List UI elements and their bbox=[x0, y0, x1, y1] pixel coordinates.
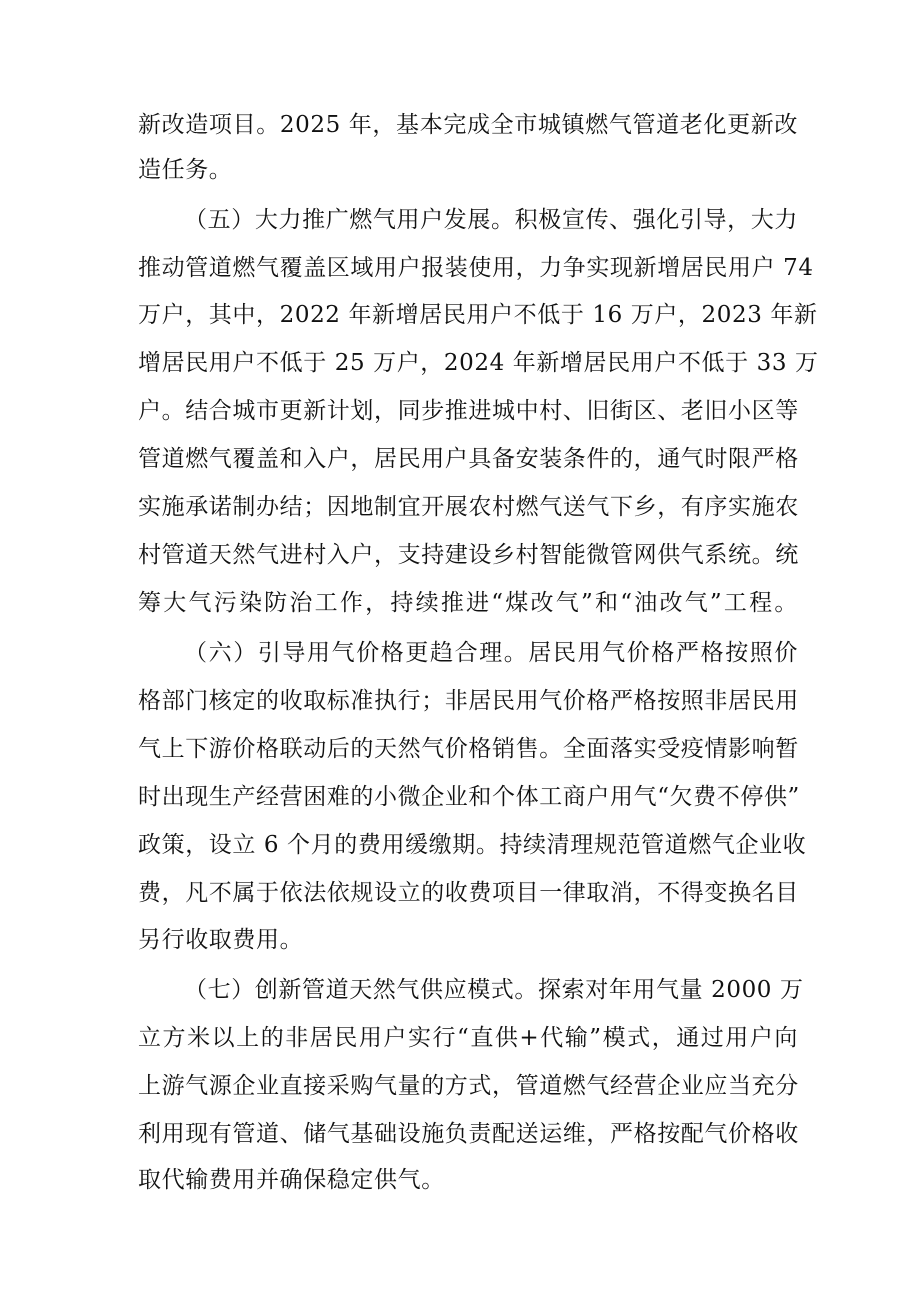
paragraph-line: 时出现生产经营困难的小微企业和个体工商户用气“欠费不停供” bbox=[138, 784, 800, 810]
paragraph-line: 取代输费用并确保稳定供气。 bbox=[138, 1167, 445, 1193]
paragraph-line: 新改造项目。2025 年，基本完成全市城镇燃气管道老化更新改 bbox=[138, 112, 798, 138]
paragraph-line: 户。结合城市更新计划，同步推进城中村、旧街区、老旧小区等 bbox=[138, 398, 799, 424]
paragraph-line: 万户，其中，2022 年新增居民用户不低于 16 万户，2023 年新 bbox=[138, 302, 818, 328]
paragraph-line: 筹大气污染防治工作，持续推进“煤改气”和“油改气”工程。 bbox=[138, 590, 798, 616]
paragraph-line: 村管道天然气进村入户，支持建设乡村智能微管网供气系统。统 bbox=[138, 542, 799, 568]
paragraph-line: 格部门核定的收取标准执行；非居民用气价格严格按照非居民用 bbox=[138, 688, 799, 714]
paragraph-line: 实施承诺制办结；因地制宜开展农村燃气送气下乡，有序实施农 bbox=[138, 494, 799, 520]
section-6-heading-line: （六）引导用气价格更趋合理。居民用气价格严格按照价 bbox=[184, 640, 798, 666]
paragraph-line: 管道燃气覆盖和入户，居民用户具备安装条件的，通气时限严格 bbox=[138, 446, 799, 472]
paragraph-line: 另行收取费用。 bbox=[138, 927, 304, 953]
paragraph-line: 造任务。 bbox=[138, 157, 233, 183]
paragraph-line: 上游气源企业直接采购气量的方式，管道燃气经营企业应当充分 bbox=[138, 1073, 799, 1099]
paragraph-line: 推动管道燃气覆盖区域用户报装使用，力争实现新增居民用户 74 bbox=[138, 255, 814, 281]
paragraph-line: 费，凡不属于依法依规设立的收费项目一律取消，不得变换名目 bbox=[138, 880, 799, 906]
section-5-heading-line: （五）大力推广燃气用户发展。积极宣传、强化引导，大力 bbox=[184, 207, 798, 233]
paragraph-line: 增居民用户不低于 25 万户，2024 年新增居民用户不低于 33 万 bbox=[138, 350, 819, 376]
paragraph-line: 气上下游价格联动后的天然气价格销售。全面落实受疫情影响暂 bbox=[138, 736, 799, 762]
paragraph-line: 立方米以上的非居民用户实行“直供+代输”模式，通过用户向 bbox=[138, 1025, 798, 1051]
paragraph-line: 政策，设立 6 个月的费用缓缴期。持续清理规范管道燃气企业收 bbox=[138, 832, 807, 858]
paragraph-line: 利用现有管道、储气基础设施负责配送运维，严格按配气价格收 bbox=[138, 1121, 799, 1147]
section-7-heading-line: （七）创新管道天然气供应模式。探索对年用气量 2000 万 bbox=[184, 977, 804, 1003]
